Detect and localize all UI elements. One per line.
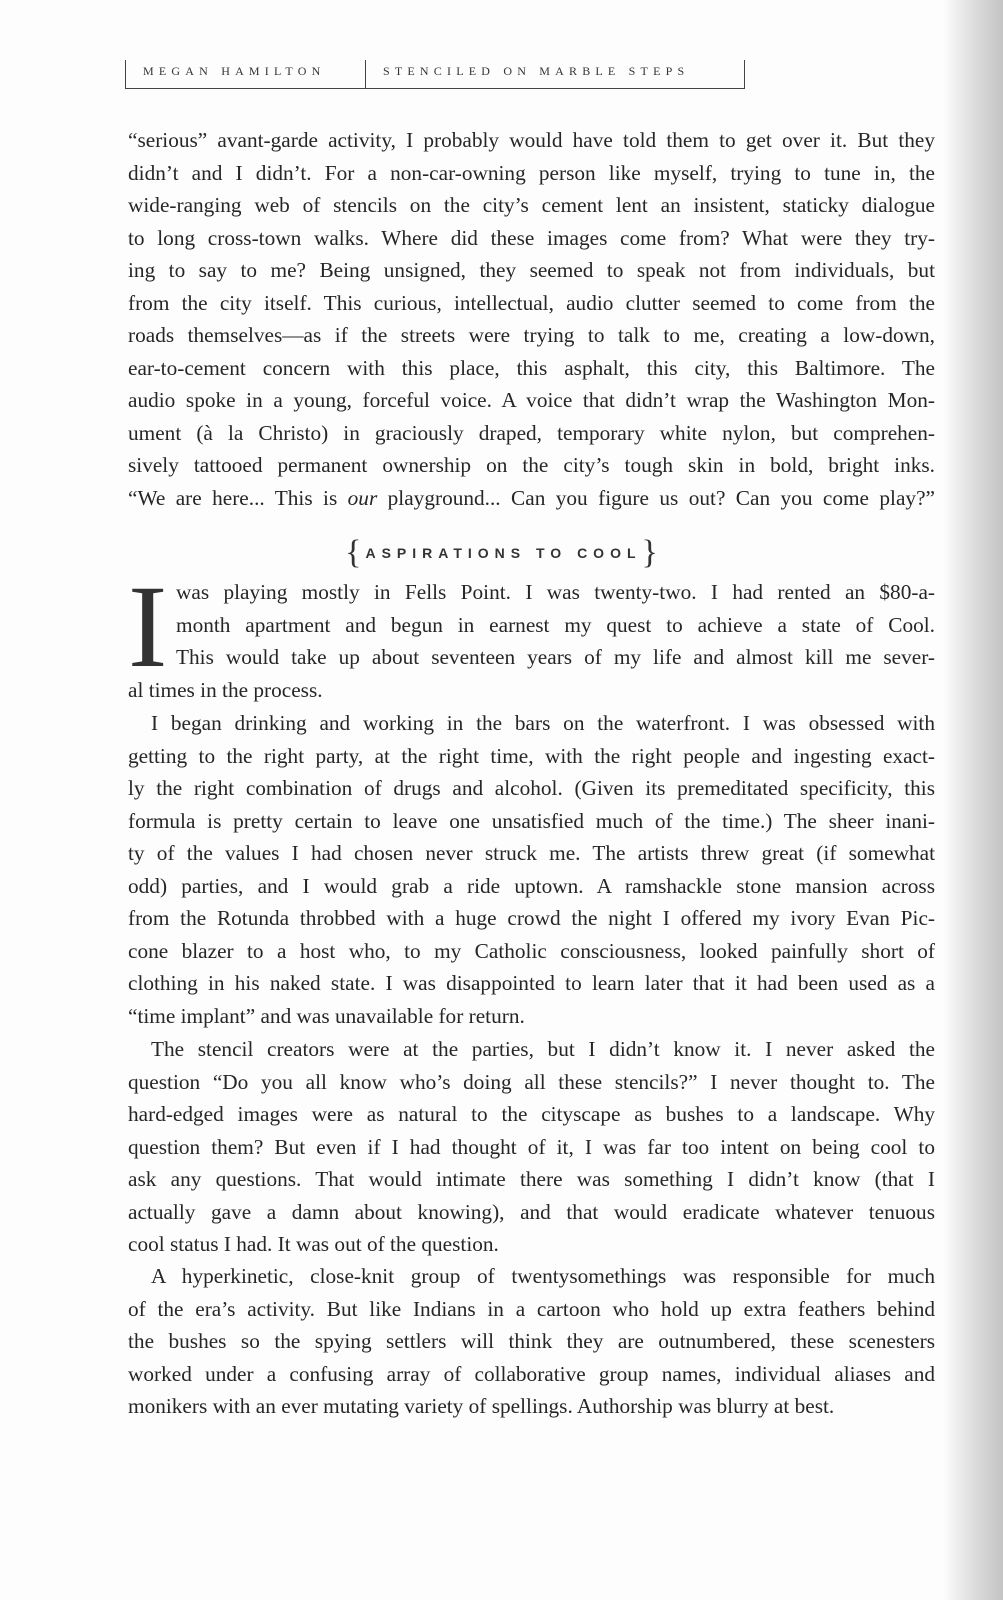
- text-line: [128, 483, 935, 513]
- text-line: the bushes so the spying settlers will think they are outnumbered, these scenesters: [128, 1329, 935, 1353]
- scan-edge-shadow: [943, 0, 1003, 1600]
- text-line: actually gave a damn about knowing), and that would eradicate whatever tenuous: [128, 1199, 935, 1224]
- text-line: wide-ranging web of stencils on the city’s cement lent an insistent, staticky dialogue: [128, 193, 935, 217]
- text-line: monikers with an ever mutating variety of spellings. Authorship was blurry at best.: [128, 1394, 835, 1418]
- text-line: was playing mostly in Fells Point. I was twenty-two. I had rented an $80-a-: [176, 580, 935, 604]
- text-line: hard-edged images were as natural to the cityscape as bushes to a landscape. Why: [128, 1102, 935, 1126]
- text-line: ty of the values I had chosen never struck me. The artists threw great (if somewhat: [128, 841, 935, 865]
- text-segment: playground... Can you figure us out? Can you come play?”: [377, 485, 935, 510]
- text-line: odd) parties, and I would grab a ride uptown. A ramshackle stone mansion across: [128, 873, 935, 898]
- heading-open-brace: {: [345, 534, 362, 571]
- text-line: I began drinking and working in the bars on the waterfront. I was obsessed with: [151, 711, 935, 735]
- text-line: question them? But even if I had thought of it, I was far too intent on being cool to: [128, 1134, 935, 1159]
- header-divider: [744, 60, 745, 88]
- header-divider: [365, 60, 366, 88]
- drop-cap: I: [128, 561, 168, 692]
- text-line: cool status I had. It was out of the question.: [128, 1232, 499, 1256]
- text-line: audio spoke in a young, forceful voice. A voice that didn’t wrap the Washington Mon-: [128, 388, 935, 412]
- text-line: worked under a confusing array of collaborative group names, individual aliases and: [128, 1361, 935, 1386]
- text-line: question “Do you all know who’s doing all these stencils?” I never thought to. The: [128, 1069, 935, 1094]
- text-line: getting to the right party, at the right time, with the right people and ingesting exact-: [128, 743, 935, 768]
- text-line: ly the right combination of drugs and alcohol. (Given its premeditated specificity, this: [128, 776, 935, 800]
- header-title: STENCILED ON MARBLE STEPS: [383, 64, 690, 78]
- text-line: cone blazer to a host who, to my Catholic consciousness, looked painfully short of: [128, 938, 935, 963]
- text-line: ear-to-cement concern with this place, this asphalt, this city, this Baltimore. The: [128, 355, 935, 380]
- text-line: This would take up about seventeen years of my life and almost kill me sever-: [176, 645, 935, 669]
- text-line: didn’t and I didn’t. For a non-car-owning person like myself, trying to tune in, the: [128, 160, 935, 185]
- text-line: clothing in his naked state. I was disappointed to learn later that it had been used as a: [128, 971, 935, 995]
- text-line: to long cross-town walks. Where did these images come from? What were they try-: [128, 225, 935, 250]
- text-line: roads themselves—as if the streets were trying to talk to me, creating a low-down,: [128, 323, 935, 347]
- text-line: month apartment and begun in earnest my quest to achieve a state of Cool.: [176, 612, 935, 637]
- text-line: sively tattooed permanent ownership on the city’s tough skin in bold, bright inks.: [128, 453, 935, 477]
- running-header: [125, 60, 745, 89]
- text-line: A hyperkinetic, close-knit group of twentysomethings was responsible for much: [151, 1264, 935, 1288]
- text-line: ing to say to me? Being unsigned, they seemed to speak not from individuals, but: [128, 258, 935, 282]
- header-author: MEGAN HAMILTON: [143, 64, 326, 78]
- text-line: The stencil creators were at the parties, but I didn’t know it. I never asked the: [151, 1037, 935, 1061]
- heading-text: ASPIRATIONS TO COOL: [365, 545, 642, 561]
- text-line: formula is pretty certain to leave one unsatisfied much of the time.) The sheer inani-: [128, 808, 935, 833]
- header-divider: [125, 60, 126, 88]
- text-segment: “We are here... This is: [128, 485, 348, 510]
- text-line: from the city itself. This curious, intellectual, audio clutter seemed to come from the: [128, 290, 935, 315]
- text-line: from the Rotunda throbbed with a huge crowd the night I offered my ivory Evan Pic-: [128, 906, 935, 930]
- text-line: of the era’s activity. But like Indians in a cartoon who hold up extra feathers behind: [128, 1296, 935, 1321]
- heading-close-brace: }: [641, 534, 658, 571]
- text-line: al times in the process.: [128, 677, 323, 702]
- text-line: ument (à la Christo) in graciously draped, temporary white nylon, but comprehen-: [128, 420, 935, 445]
- text-line: “time implant” and was unavailable for return.: [128, 1003, 525, 1028]
- text-line: “serious” avant-garde activity, I probably would have told them to get over it. But they: [128, 128, 935, 152]
- text-segment: our: [347, 485, 378, 510]
- text-line: ask any questions. That would intimate there was something I didn’t know (that I: [128, 1167, 935, 1191]
